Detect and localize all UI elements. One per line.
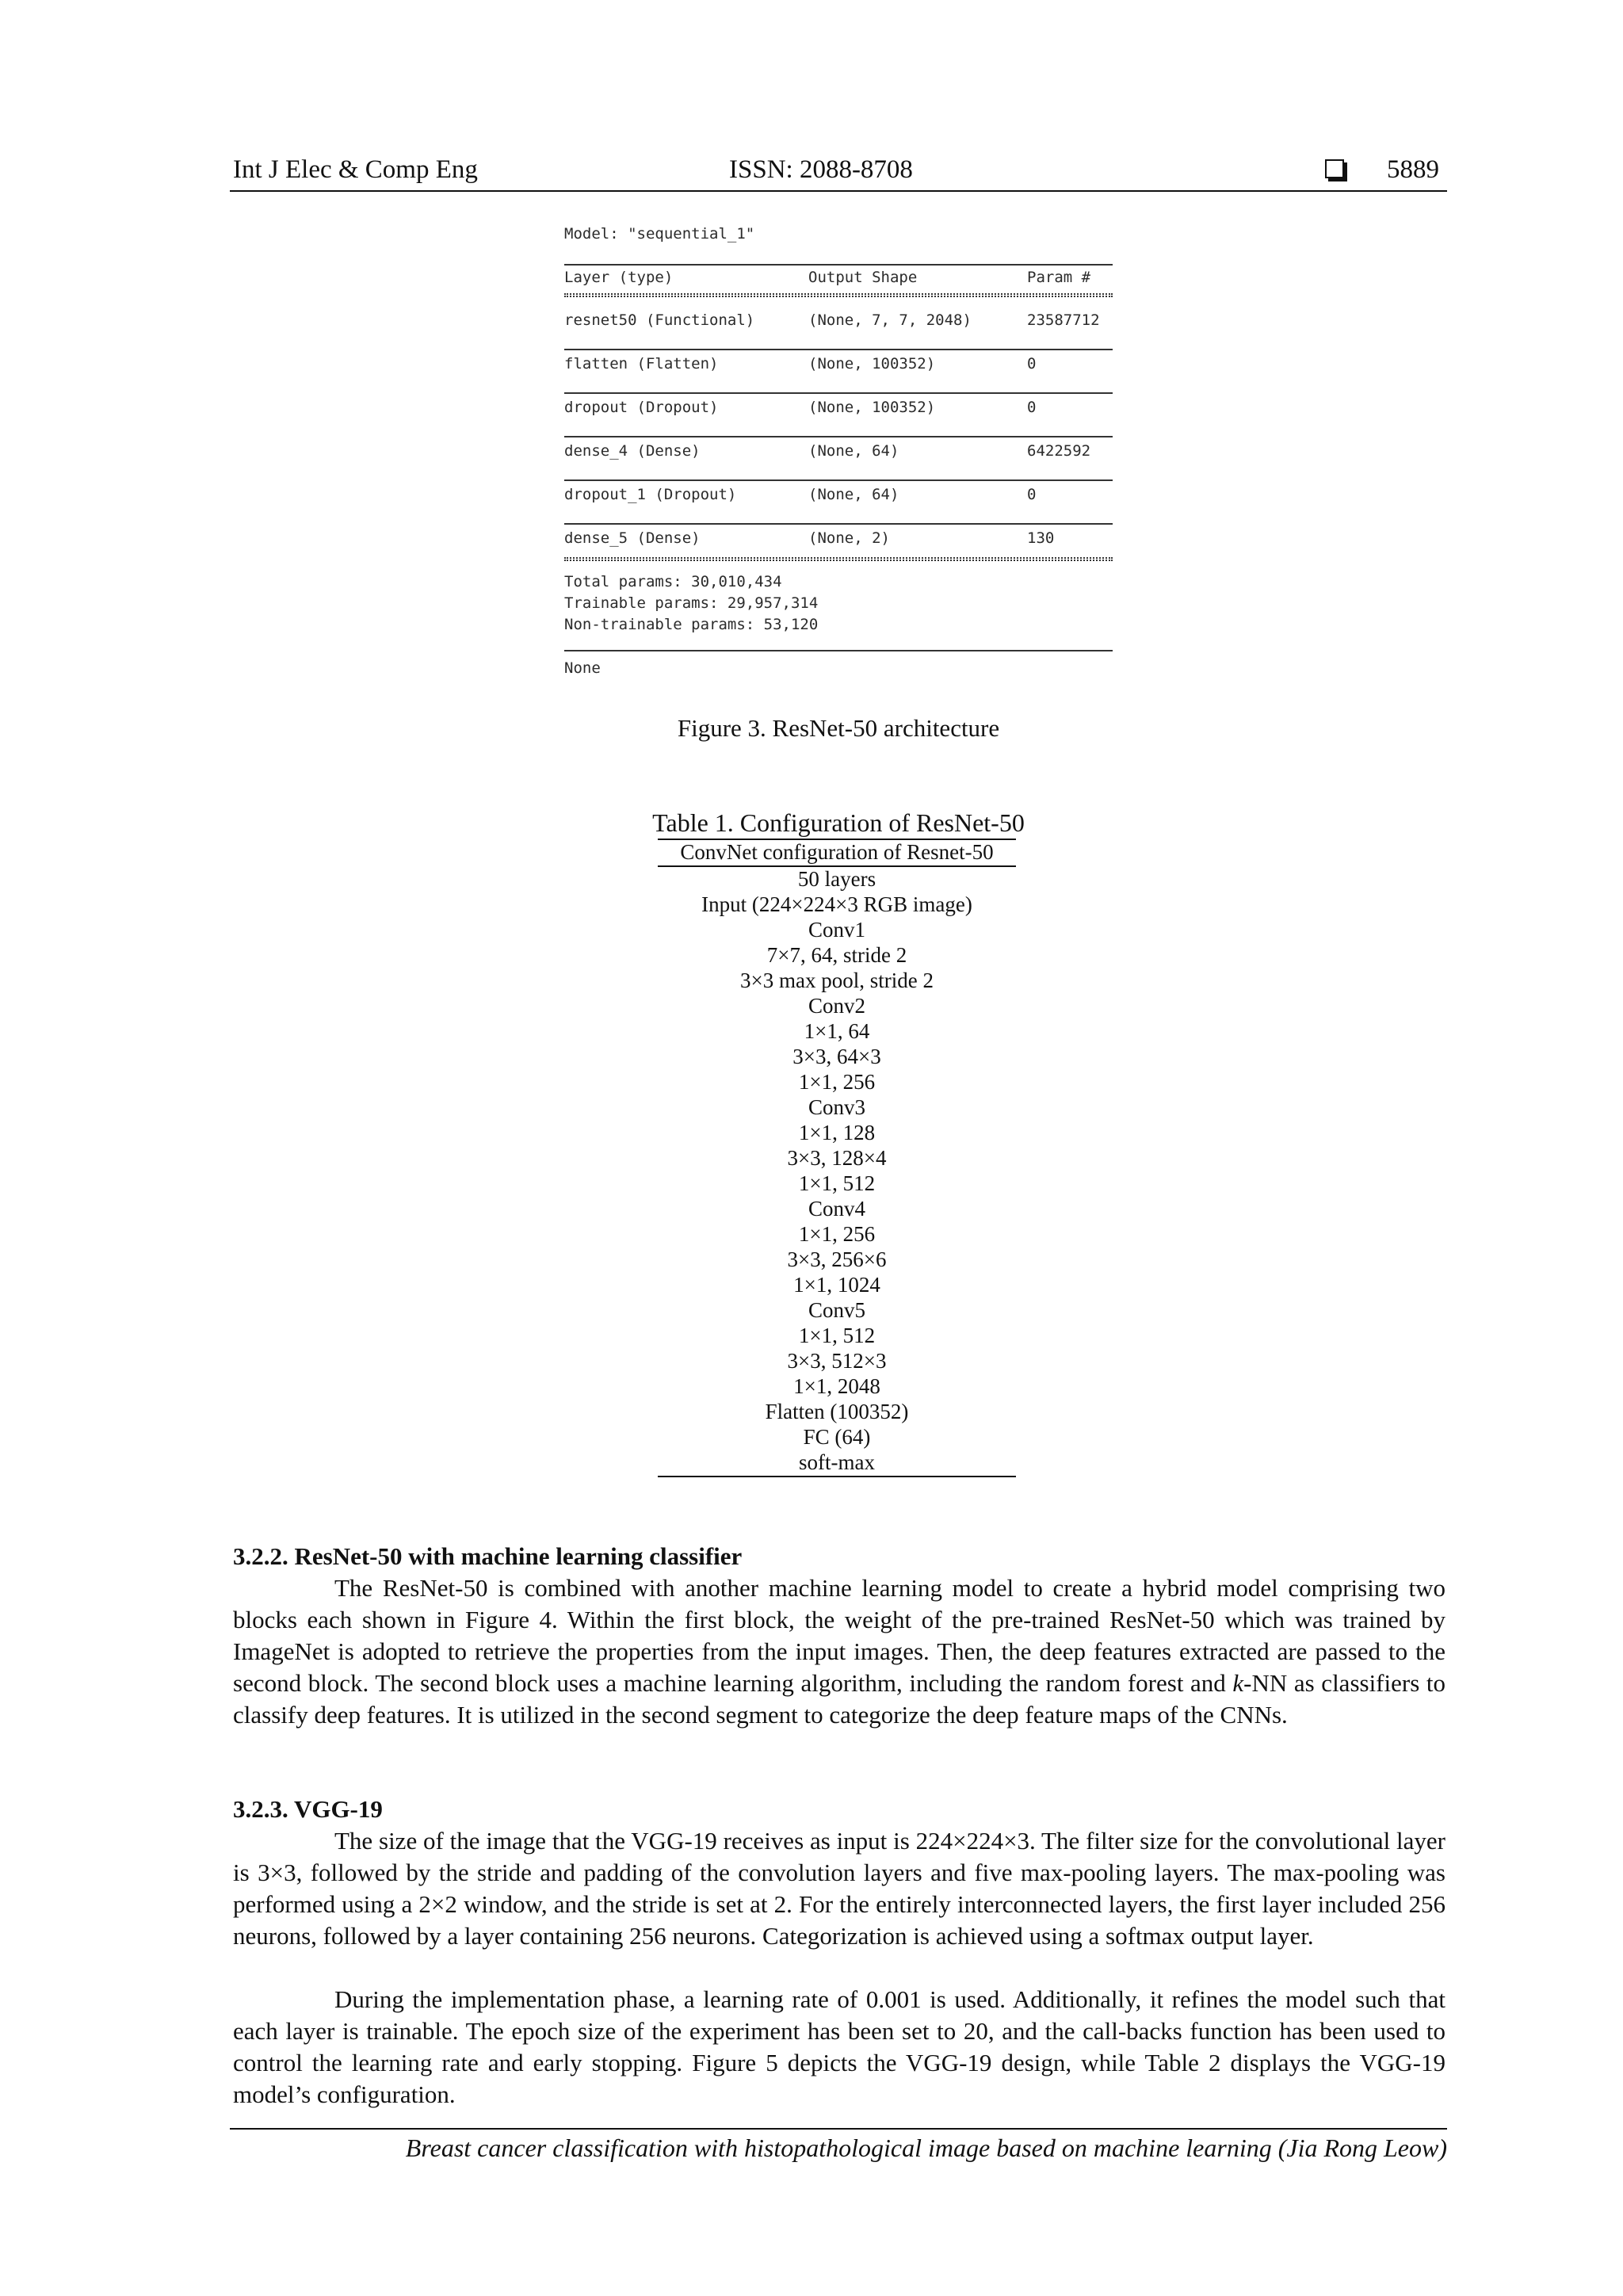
header-rule bbox=[230, 190, 1447, 192]
table-row: Conv5 bbox=[808, 1298, 865, 1322]
running-head-journal: Int J Elec & Comp Eng bbox=[233, 155, 478, 184]
section-3-2-3-paragraph-1: The size of the image that the VGG-19 receives as input is 224×224×3. The filter size for the convolutional layer is 3×3, followed by the stride and padding of the convolution layers and five max-pooling layers. The max-pooling was performed using a 2×2 window, and the stride is set at 2. For the entirely interconnected layers, the first layer included 256 neurons, followed by a layer containing 256 neurons. Categorization is achieved using a softmax output layer. bbox=[233, 1827, 1445, 1950]
table-row: Flatten (100352) bbox=[765, 1400, 909, 1423]
col-param: Param # bbox=[1027, 269, 1091, 286]
table-row: 1×1, 2048 bbox=[793, 1374, 880, 1398]
running-head-issn: ISSN: 2088-8708 bbox=[729, 155, 913, 184]
layer-output-shape: (None, 2) bbox=[808, 529, 890, 547]
figure-3-caption: Figure 3. ResNet-50 architecture bbox=[677, 714, 1000, 742]
layer-params: 0 bbox=[1027, 355, 1037, 372]
table-row: Input (224×224×3 RGB image) bbox=[701, 892, 972, 916]
page-number: 5889 bbox=[1387, 155, 1439, 184]
none-line: None bbox=[564, 659, 601, 677]
layer-output-shape: (None, 100352) bbox=[808, 399, 936, 416]
total-params: Total params: 30,010,434 bbox=[564, 573, 782, 590]
table-row: 1×1, 64 bbox=[804, 1019, 870, 1043]
table-row: 50 layers bbox=[797, 867, 876, 891]
layer-output-shape: (None, 64) bbox=[808, 486, 899, 503]
paragraph-text: The ResNet-50 is combined with another machine learning model to create a hybrid model comprising two blocks each shown in Figure 4. Within the first block, the weight of the pre-trained ResNet-50 which was trained by ImageNet is adopted to retrieve the properties from the input images. Then, the deep features extracted are passed to the second block. The second block uses a machine learning algorithm, including the random forest and bbox=[233, 1574, 1445, 1697]
table-row: 3×3, 512×3 bbox=[787, 1349, 887, 1373]
layer-output-shape: (None, 64) bbox=[808, 442, 899, 460]
square-bullet-icon bbox=[1325, 154, 1344, 185]
running-footer: Breast cancer classification with histopathological image based on machine learning (Jia Rong Leow) bbox=[405, 2134, 1447, 2162]
layer-params: 130 bbox=[1027, 529, 1055, 547]
layer-name: dropout (Dropout) bbox=[564, 399, 719, 416]
layer-name: dropout_1 (Dropout) bbox=[564, 486, 737, 503]
layer-params: 23587712 bbox=[1027, 311, 1100, 329]
figure-rule bbox=[564, 264, 1113, 266]
layer-name: dense_5 (Dense) bbox=[564, 529, 701, 547]
section-heading-3-2-3: 3.2.3. VGG-19 bbox=[233, 1795, 383, 1823]
figure-rule bbox=[564, 436, 1113, 437]
section-3-2-3-paragraph-2: During the implementation phase, a learning rate of 0.001 is used. Additionally, it refines the model such that each layer is trainable. The epoch size of the experiment has been set to 20, and the call-backs function has been used to control the learning rate and early stopping. Figure 5 depicts the VGG-19 design, while Table 2 displays the VGG-19 model’s configuration. bbox=[233, 1985, 1445, 2108]
table-row: 3×3, 256×6 bbox=[787, 1247, 887, 1271]
layer-params: 6422592 bbox=[1027, 442, 1091, 460]
model-line: Model: "sequential_1" bbox=[564, 225, 755, 243]
figure-rule bbox=[564, 650, 1113, 651]
layer-name: flatten (Flatten) bbox=[564, 355, 719, 372]
trainable-params: Trainable params: 29,957,314 bbox=[564, 594, 819, 612]
layer-name: resnet50 (Functional) bbox=[564, 311, 755, 329]
table-row: 3×3, 64×3 bbox=[792, 1045, 881, 1068]
table-row: FC (64) bbox=[803, 1425, 871, 1449]
italic-k: k bbox=[1232, 1669, 1244, 1697]
figure-double-rule bbox=[564, 293, 1113, 297]
table-row: soft-max bbox=[799, 1450, 875, 1474]
table-row: 3×3 max pool, stride 2 bbox=[740, 968, 934, 992]
table-row: Conv1 bbox=[808, 918, 865, 942]
figure-rule bbox=[564, 479, 1113, 481]
table-1-title: Table 1. Configuration of ResNet-50 bbox=[652, 808, 1025, 837]
table-row: Conv3 bbox=[808, 1095, 865, 1119]
layer-name: dense_4 (Dense) bbox=[564, 442, 701, 460]
footer-rule bbox=[230, 2128, 1447, 2130]
paragraph-text: -NN as classifiers to classify deep features. It is utilized in the second segment to categorize the deep feature maps of the CNNs. bbox=[233, 1669, 1445, 1729]
table-row: 7×7, 64, stride 2 bbox=[766, 943, 907, 967]
layer-output-shape: (None, 100352) bbox=[808, 355, 936, 372]
non-trainable-params: Non-trainable params: 53,120 bbox=[564, 616, 819, 633]
section-heading-3-2-2: 3.2.2. ResNet-50 with machine learning classifier bbox=[233, 1542, 743, 1570]
figure-rule bbox=[564, 349, 1113, 350]
table-row: 1×1, 512 bbox=[798, 1171, 876, 1195]
table-row: 1×1, 512 bbox=[798, 1324, 876, 1347]
table-bottom-rule bbox=[658, 1476, 1016, 1477]
table-row: Conv2 bbox=[808, 994, 865, 1018]
table-header: ConvNet configuration of Resnet-50 bbox=[680, 840, 994, 864]
figure-rule bbox=[564, 392, 1113, 394]
table-row: 1×1, 1024 bbox=[793, 1273, 880, 1297]
layer-params: 0 bbox=[1027, 486, 1037, 503]
section-3-2-2-paragraph bbox=[233, 1572, 1445, 1731]
table-row: 1×1, 256 bbox=[798, 1070, 876, 1094]
table-row: 3×3, 128×4 bbox=[787, 1146, 887, 1170]
table-row: 1×1, 128 bbox=[798, 1121, 876, 1144]
table-row: Conv4 bbox=[808, 1197, 865, 1221]
layer-output-shape: (None, 7, 7, 2048) bbox=[808, 311, 972, 329]
col-layer-type: Layer (type) bbox=[564, 269, 674, 286]
figure-double-rule bbox=[564, 557, 1113, 561]
table-row: 1×1, 256 bbox=[798, 1222, 876, 1246]
layer-params: 0 bbox=[1027, 399, 1037, 416]
col-output-shape: Output Shape bbox=[808, 269, 918, 286]
figure-rule bbox=[564, 523, 1113, 525]
